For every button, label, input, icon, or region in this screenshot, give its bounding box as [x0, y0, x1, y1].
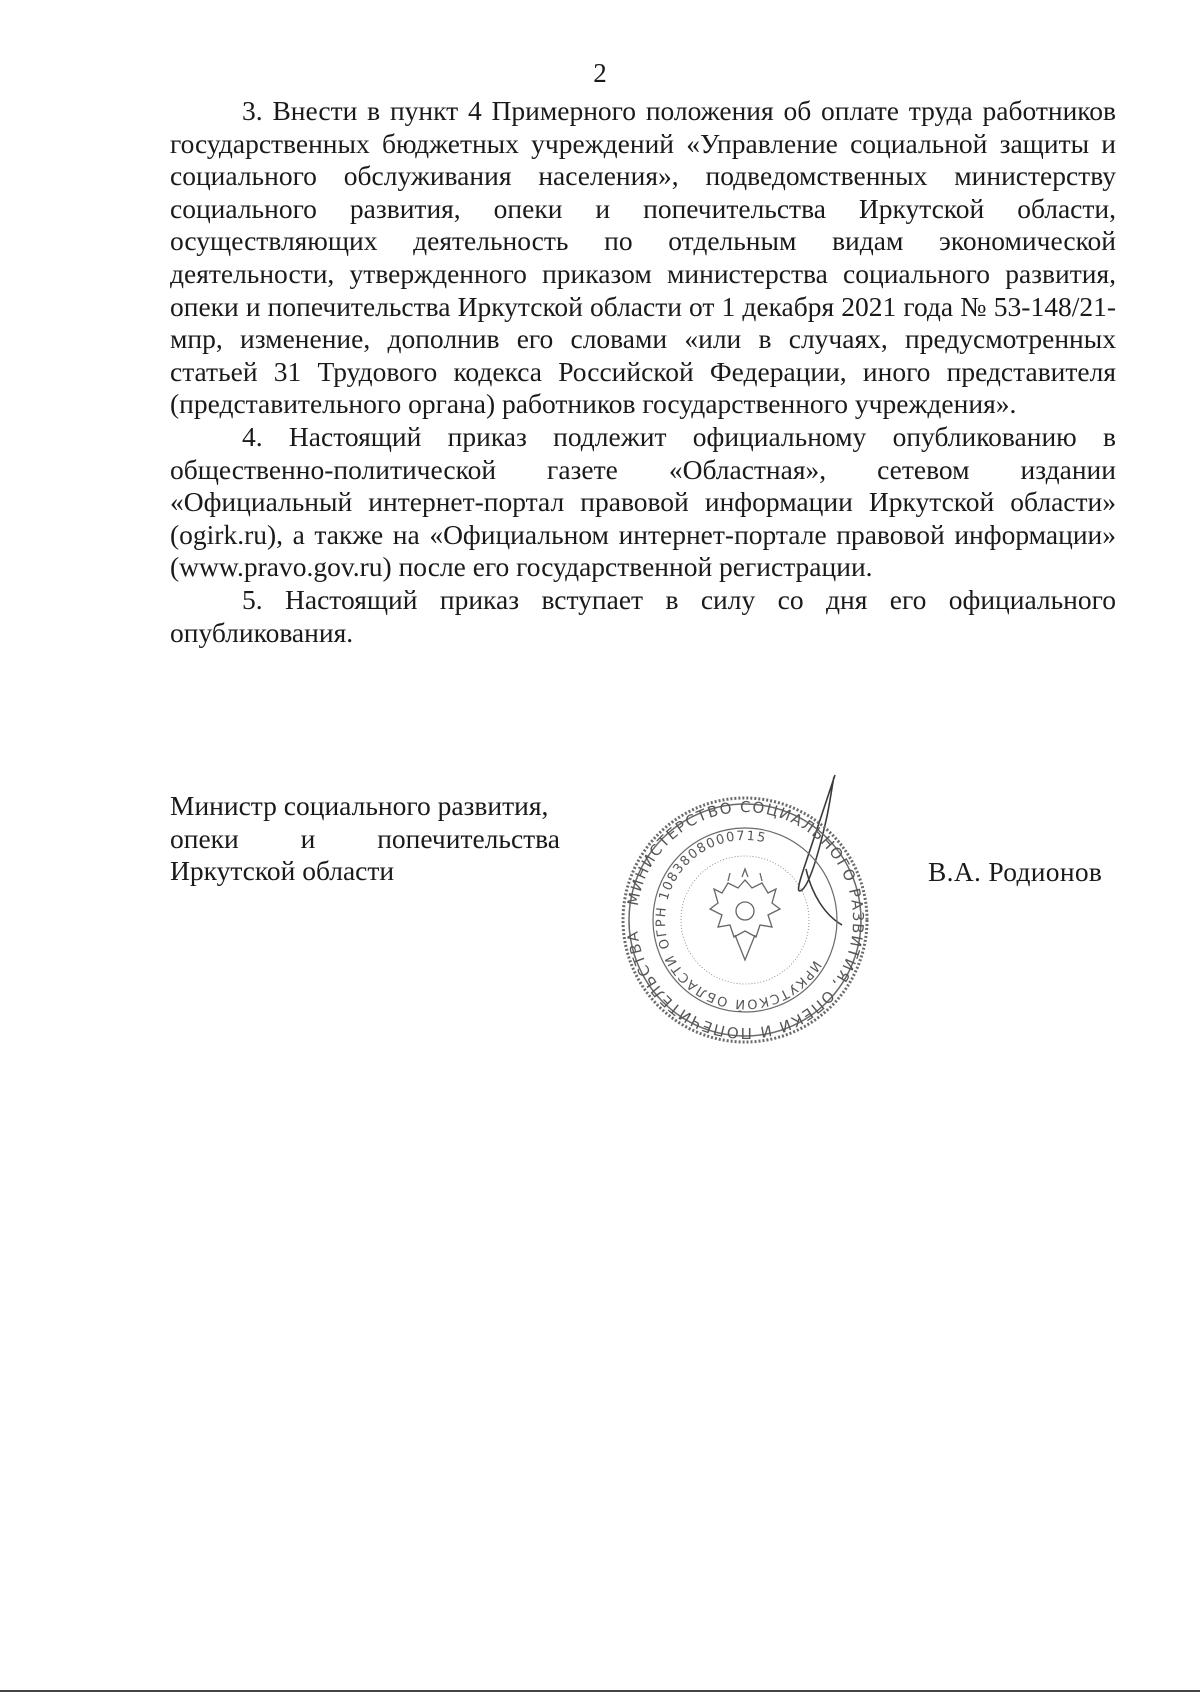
position-line-3: Иркутской области	[170, 855, 395, 887]
scan-bottom-edge	[0, 1690, 1200, 1692]
signer-name: В.А. Родионов	[928, 856, 1103, 887]
document-body	[170, 95, 1116, 649]
paragraph-4: 4. Настоящий приказ подлежит официальному опубликованию в общественно-политической газете «Областная», сетевом издании «Официальный интернет-портал правовой информации Иркутской области» (ogirk.ru), а также на «Официальном интернет-портале правовой информации» (www.pravo.gov.ru) после его государственной регистрации.	[170, 420, 1116, 583]
position-line-1: Министр социального развития,	[170, 790, 549, 821]
paragraph-5: 5. Настоящий приказ вступает в силу со дня его официального опубликования.	[170, 583, 1116, 648]
seal-inner-text: ИРКУТСКОЙ ОБЛАСТИ ОГРН 1083808000715	[653, 828, 824, 1012]
official-seal	[610, 765, 880, 1055]
page-number: 2	[593, 58, 607, 88]
seal-outer-text: МИНИСТЕРСТВО СОЦИАЛЬНОГО РАЗВИТИЯ, ОПЕКИ И ПОПЕЧИТЕЛЬСТВА	[623, 797, 868, 1043]
position-line-2: опеки и попечительства	[170, 822, 560, 854]
signatory-position	[170, 790, 560, 888]
paragraph-3: 3. Внести в пункт 4 Примерного положения об оплате труда работников государственных бюджетных учреждений «Управление социальной защиты и социального обслуживания населения», подведомственных министерству социального развития, опеки и попечительства Иркутской области, осуществляющих деятельность по отдельным видам экономической деятельности, утвержденного приказом министерства социального развития, опеки и попечительства Иркутской области от 1 декабря 2021 года № 53-148/21-мпр, изменение, дополнив его словами «или в случаях, предусмотренных статьей 31 Трудового кодекса Российской Федерации, иного представителя (представительного органа) работников государственного учреждения».	[170, 95, 1116, 420]
coat-of-arms-icon	[710, 869, 780, 960]
